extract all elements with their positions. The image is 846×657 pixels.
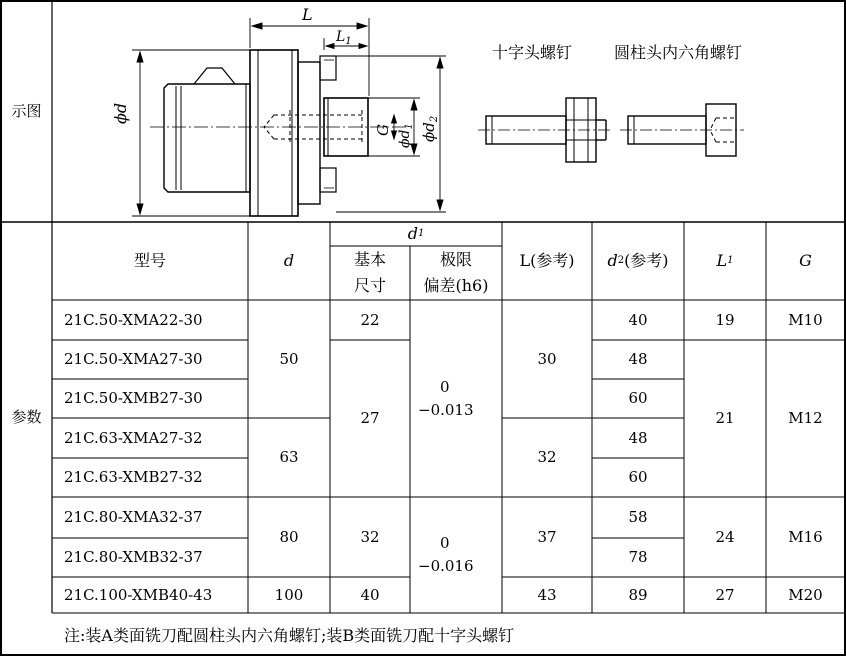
d2-cell: 60 [628,389,648,407]
L1-cell: 21 [715,409,735,427]
G-cell: M12 [788,409,823,427]
d2-cell: 48 [628,350,648,368]
d2-cell: 58 [628,508,648,526]
cross-head-screw-drawing [478,98,612,162]
model-cell: 21C.63-XMA27-32 [64,428,203,447]
header-L1: L 1 [716,251,734,270]
d-cell: 63 [279,448,299,466]
L-cell: 32 [537,448,557,466]
d-cell: 100 [274,585,304,604]
model-cell: 21C.63-XMB27-32 [64,468,203,486]
header-G: G [799,251,812,270]
socket-head-screw-caption: 圆柱头内六角螺钉 [614,43,743,62]
tolerance-cell [410,300,502,497]
d2-cell: 40 [628,310,648,329]
header-d2-ref: d 2 (参考) [607,251,669,270]
header-L-ref: L(参考) [519,251,575,270]
dimension-lines [132,18,446,216]
basic-size-cell: 27 [360,409,380,427]
d-cell: 80 [279,527,299,546]
dim-G-label: G [374,124,392,136]
d2-cell: 78 [628,548,648,566]
param-row-label: 参数 [11,408,42,426]
socket-head-screw-drawing [620,104,744,156]
dim-d1-label: $\phi d_1$ [397,123,415,148]
model-cell: 21C.50-XMA27-30 [64,350,203,368]
L1-cell: 24 [715,527,735,546]
d2-cell: 60 [628,468,648,486]
d-cell: 50 [279,349,299,368]
header-model: 型号 [133,251,166,270]
dim-d-label: ϕd [111,102,130,124]
L1-cell: 19 [715,310,735,329]
model-cell: 21C.100-XMB40-43 [64,585,213,604]
dim-L-label: L [302,5,313,24]
cross-head-screw-caption: 十字头螺钉 [492,43,573,62]
tolerance-cell [410,497,502,613]
diagram-row-label: 示图 [11,102,42,120]
tolerance-lower: −0.013 [418,400,474,419]
tolerance-upper: 0 [440,534,450,552]
L-cell: 43 [537,585,557,604]
header-d: d [283,251,295,270]
G-cell: M20 [788,585,823,604]
d2-cell: 48 [628,428,648,447]
d2-cell: 89 [628,585,648,604]
header-d1: d 1 [407,224,425,243]
dim-d2-label: $\phi d_2$ [420,115,440,142]
header-basic-size: 基本 尺寸 [353,250,386,295]
header-tolerance: 极限 偏差(h6) [423,250,489,295]
tolerance-lower: −0.016 [418,557,474,575]
tolerance-upper: 0 [440,377,450,396]
L-cell: 30 [537,349,557,368]
model-cell: 21C.80-XMB32-37 [64,548,203,566]
basic-size-cell: 22 [360,310,380,329]
model-cell: 21C.50-XMB27-30 [64,389,203,407]
table-note: 注:装A类面铣刀配圆柱头内六角螺钉;装B类面铣刀配十字头螺钉 [64,626,515,645]
model-cell: 21C.50-XMA22-30 [64,310,203,329]
basic-size-cell: 40 [360,585,380,604]
basic-size-cell: 32 [360,527,380,546]
G-cell: M10 [788,310,823,329]
L-cell: 37 [537,527,557,546]
model-cell: 21C.80-XMA32-37 [64,508,203,526]
L1-cell: 27 [715,585,735,604]
G-cell: M16 [788,527,823,546]
tool-holder-drawing [150,50,405,216]
dim-L1-label: $L_1$ [336,29,352,47]
